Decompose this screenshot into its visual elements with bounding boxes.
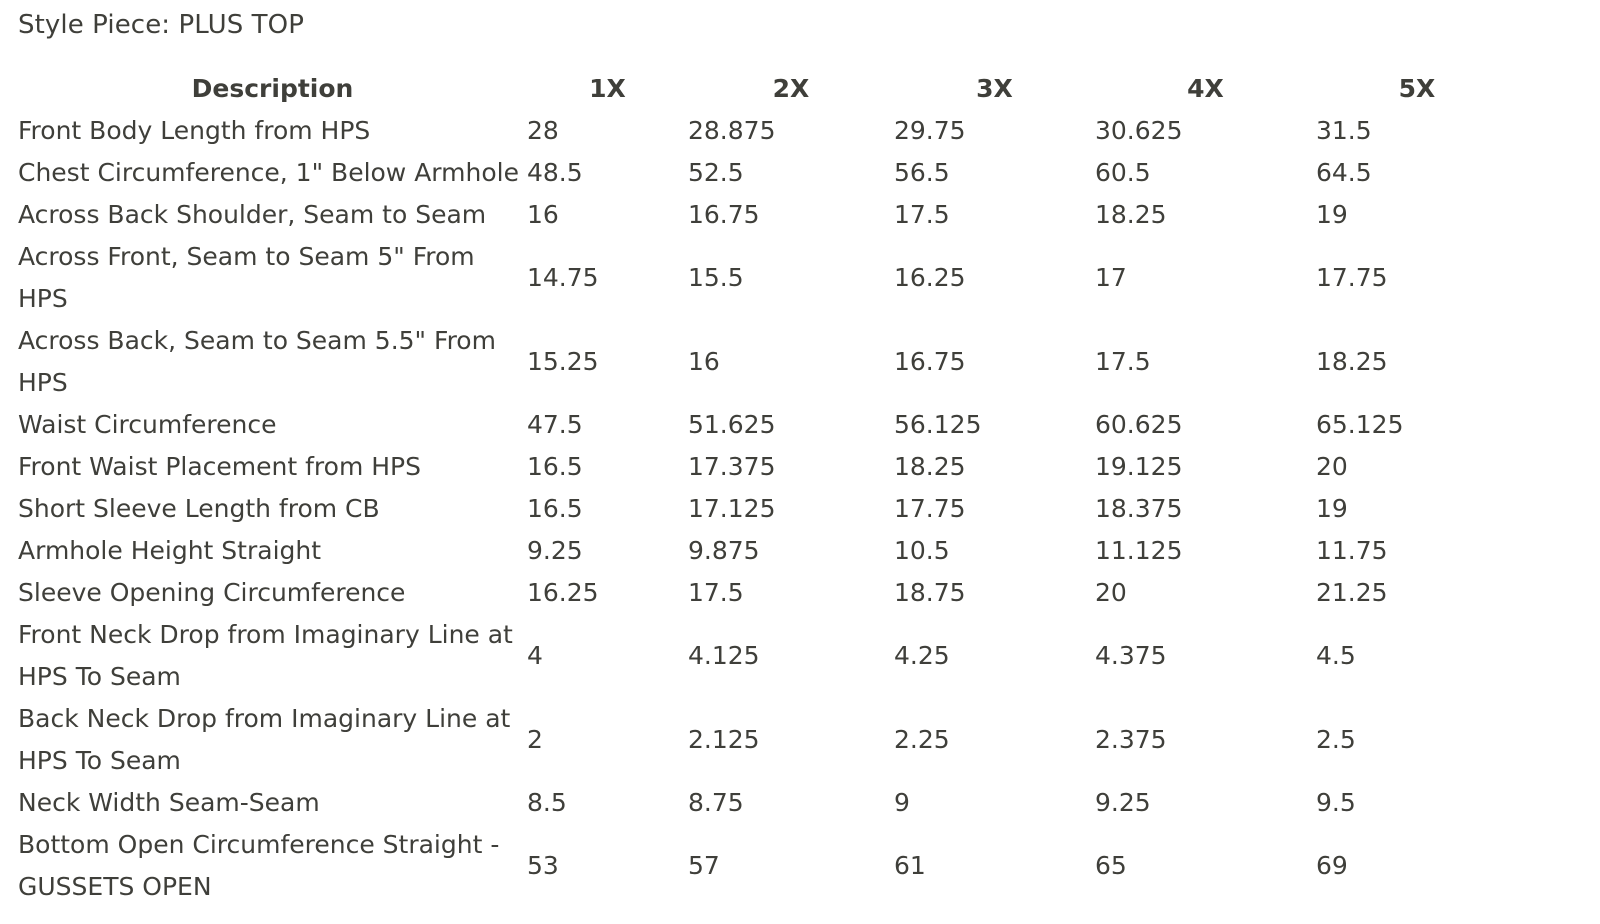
cell-3x: 4.25 bbox=[894, 641, 950, 670]
cell-2x: 16.75 bbox=[688, 200, 760, 229]
row-description: Bottom Open Circumference Straight - GUSSETS OPEN bbox=[18, 830, 500, 901]
cell-1x: 48.5 bbox=[527, 158, 583, 187]
cell-5x: 65.125 bbox=[1316, 410, 1404, 439]
cell-2x: 17.375 bbox=[688, 452, 776, 481]
cell-2x: 57 bbox=[688, 851, 720, 880]
cell-4x: 19.125 bbox=[1095, 452, 1183, 481]
cell-4x: 60.5 bbox=[1095, 158, 1151, 187]
cell-2x: 17.5 bbox=[688, 578, 744, 607]
cell-3x: 56.5 bbox=[894, 158, 950, 187]
row-description: Chest Circumference, 1" Below Armhole bbox=[18, 158, 519, 187]
cell-3x: 18.25 bbox=[894, 452, 966, 481]
table-row bbox=[18, 404, 1518, 446]
column-header-4x: 4X bbox=[1187, 74, 1224, 103]
style-piece-title: Style Piece: PLUS TOP bbox=[18, 10, 305, 40]
cell-5x: 17.75 bbox=[1316, 263, 1388, 292]
table-row bbox=[18, 572, 1518, 614]
table-row bbox=[18, 194, 1518, 236]
cell-3x: 17.75 bbox=[894, 494, 966, 523]
cell-4x: 17.5 bbox=[1095, 347, 1151, 376]
cell-5x: 2.5 bbox=[1316, 725, 1356, 754]
cell-2x: 17.125 bbox=[688, 494, 776, 523]
cell-4x: 11.125 bbox=[1095, 536, 1183, 565]
cell-3x: 17.5 bbox=[894, 200, 950, 229]
table-row bbox=[18, 782, 1518, 824]
cell-1x: 28 bbox=[527, 116, 559, 145]
cell-3x: 61 bbox=[894, 851, 926, 880]
cell-4x: 18.25 bbox=[1095, 200, 1167, 229]
cell-5x: 69 bbox=[1316, 851, 1348, 880]
cell-1x: 16.5 bbox=[527, 494, 583, 523]
cell-3x: 18.75 bbox=[894, 578, 966, 607]
cell-1x: 16 bbox=[527, 200, 559, 229]
row-description: Front Body Length from HPS bbox=[18, 116, 371, 145]
cell-3x: 16.25 bbox=[894, 263, 966, 292]
cell-2x: 9.875 bbox=[688, 536, 760, 565]
column-header-5x: 5X bbox=[1398, 74, 1436, 103]
row-description: Neck Width Seam-Seam bbox=[18, 788, 320, 817]
cell-5x: 31.5 bbox=[1316, 116, 1372, 145]
cell-4x: 18.375 bbox=[1095, 494, 1183, 523]
cell-1x: 8.5 bbox=[527, 788, 567, 817]
cell-1x: 9.25 bbox=[527, 536, 583, 565]
cell-3x: 10.5 bbox=[894, 536, 950, 565]
cell-5x: 20 bbox=[1316, 452, 1348, 481]
cell-4x: 4.375 bbox=[1095, 641, 1167, 670]
table-row bbox=[18, 614, 1518, 698]
table-header-row bbox=[18, 68, 1518, 110]
cell-5x: 64.5 bbox=[1316, 158, 1372, 187]
cell-5x: 11.75 bbox=[1316, 536, 1388, 565]
row-description: Sleeve Opening Circumference bbox=[18, 578, 406, 607]
cell-5x: 18.25 bbox=[1316, 347, 1388, 376]
cell-1x: 53 bbox=[527, 851, 559, 880]
row-description: Across Back Shoulder, Seam to Seam bbox=[18, 200, 487, 229]
cell-4x: 17 bbox=[1095, 263, 1127, 292]
column-header-description: Description bbox=[191, 74, 354, 103]
cell-4x: 65 bbox=[1095, 851, 1127, 880]
cell-5x: 19 bbox=[1316, 494, 1348, 523]
cell-5x: 4.5 bbox=[1316, 641, 1356, 670]
row-description: Back Neck Drop from Imaginary Line at HPS To Seam bbox=[18, 704, 511, 775]
cell-2x: 16 bbox=[688, 347, 720, 376]
table-row bbox=[18, 698, 1518, 782]
table-row bbox=[18, 488, 1518, 530]
row-description: Waist Circumference bbox=[18, 410, 277, 439]
cell-3x: 29.75 bbox=[894, 116, 966, 145]
table-row bbox=[18, 320, 1518, 404]
cell-1x: 47.5 bbox=[527, 410, 583, 439]
cell-4x: 30.625 bbox=[1095, 116, 1183, 145]
cell-3x: 16.75 bbox=[894, 347, 966, 376]
row-description: Across Front, Seam to Seam 5" From HPS bbox=[18, 242, 475, 313]
cell-4x: 9.25 bbox=[1095, 788, 1151, 817]
table-row bbox=[18, 236, 1518, 320]
table-row bbox=[18, 530, 1518, 572]
table-row bbox=[18, 824, 1518, 908]
cell-2x: 15.5 bbox=[688, 263, 744, 292]
column-header-1x: 1X bbox=[589, 74, 626, 103]
cell-4x: 60.625 bbox=[1095, 410, 1183, 439]
cell-5x: 19 bbox=[1316, 200, 1348, 229]
cell-2x: 8.75 bbox=[688, 788, 744, 817]
cell-5x: 21.25 bbox=[1316, 578, 1388, 607]
row-description: Armhole Height Straight bbox=[18, 536, 322, 565]
cell-1x: 4 bbox=[527, 641, 543, 670]
cell-2x: 4.125 bbox=[688, 641, 760, 670]
cell-2x: 28.875 bbox=[688, 116, 776, 145]
cell-5x: 9.5 bbox=[1316, 788, 1356, 817]
table-row bbox=[18, 152, 1518, 194]
row-description: Across Back, Seam to Seam 5.5" From HPS bbox=[18, 326, 496, 397]
cell-3x: 2.25 bbox=[894, 725, 950, 754]
row-description: Short Sleeve Length from CB bbox=[18, 494, 380, 523]
cell-2x: 52.5 bbox=[688, 158, 744, 187]
cell-1x: 14.75 bbox=[527, 263, 599, 292]
cell-1x: 16.25 bbox=[527, 578, 599, 607]
table-row bbox=[18, 110, 1518, 152]
size-spec-table bbox=[18, 68, 1518, 908]
row-description: Front Waist Placement from HPS bbox=[18, 452, 422, 481]
column-header-2x: 2X bbox=[772, 74, 810, 103]
cell-4x: 20 bbox=[1095, 578, 1127, 607]
cell-2x: 2.125 bbox=[688, 725, 760, 754]
cell-1x: 16.5 bbox=[527, 452, 583, 481]
cell-3x: 9 bbox=[894, 788, 910, 817]
cell-1x: 2 bbox=[527, 725, 543, 754]
cell-4x: 2.375 bbox=[1095, 725, 1167, 754]
column-header-3x: 3X bbox=[976, 74, 1013, 103]
cell-2x: 51.625 bbox=[688, 410, 776, 439]
row-description: Front Neck Drop from Imaginary Line at HPS To Seam bbox=[18, 620, 513, 691]
table-row bbox=[18, 446, 1518, 488]
cell-3x: 56.125 bbox=[894, 410, 982, 439]
cell-1x: 15.25 bbox=[527, 347, 599, 376]
